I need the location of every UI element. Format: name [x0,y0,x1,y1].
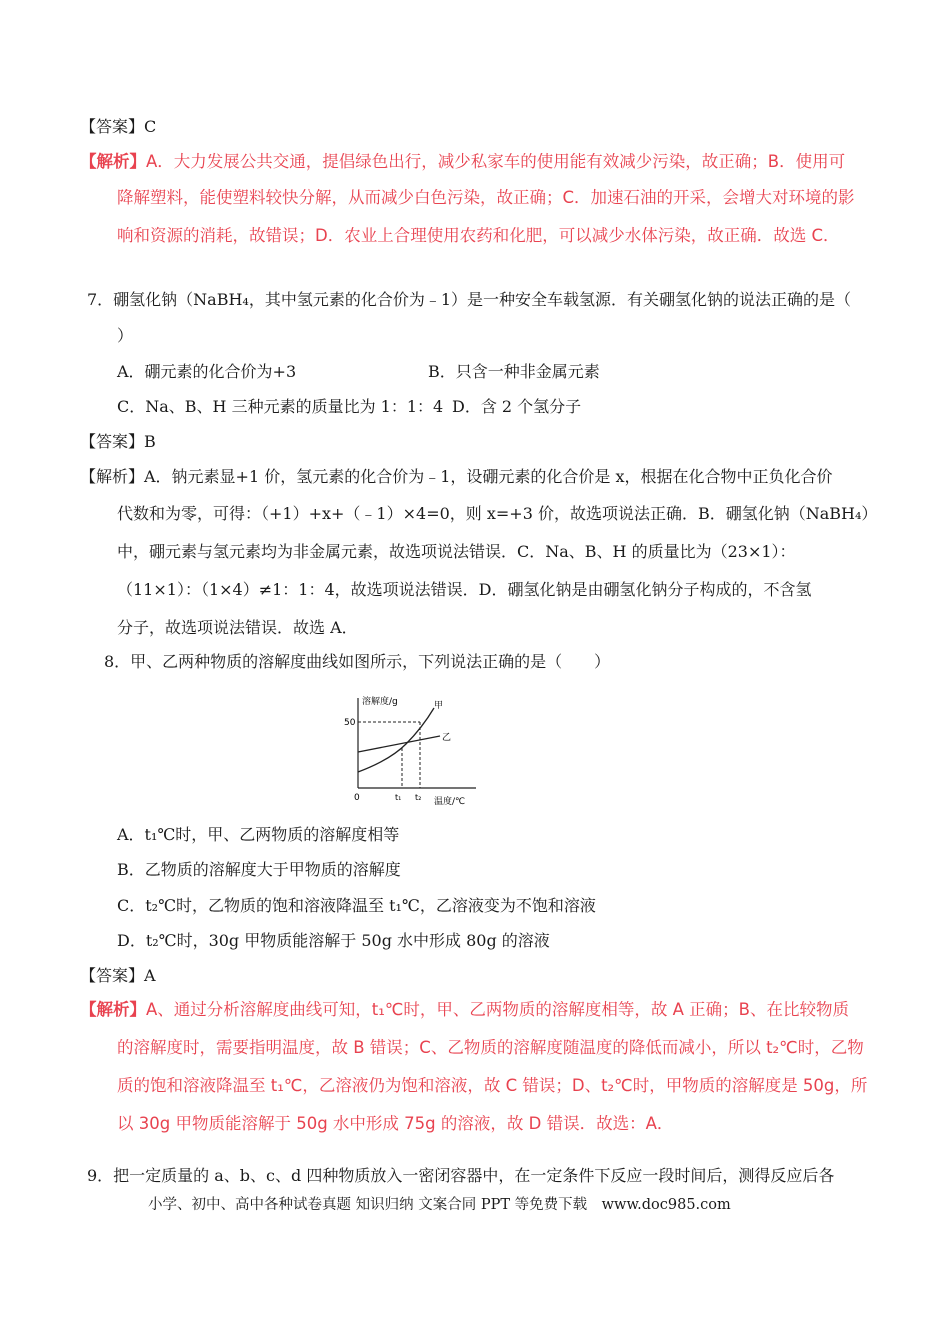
q9-stem: 9．把一定质量的 a、b、c、d 四种物质放入一密闭容器中，在一定条件下反应一段时间后，测得反应后各 [87,1166,835,1185]
q8-analysis-label: 【解析】 [80,1000,146,1019]
q7-analysis-line-4: （11×1）：（1×4）≠1：1：4，故选项说法错误．D．硼氢化钠是由硼氢化钠分子构成的，不含氢 [117,580,812,599]
q8-analysis-line-2: 的溶解度时，需要指明温度，故 B 错误；C、乙物质的溶解度随温度的降低而减小，所以 t₂℃时，乙物 [117,1038,864,1057]
q6-analysis-line-2: 降解塑料，能使塑料较快分解，从而减少白色污染，故正确；C．加速石油的开采，会增大对环境的影 [117,188,855,207]
q8-option-b: B．乙物质的溶解度大于甲物质的溶解度 [117,860,401,879]
q8-option-d: D．t₂℃时，30g 甲物质能溶解于 50g 水中形成 80g 的溶液 [117,931,550,950]
solubility-chart [330,690,480,810]
q7-stem-line-1: 7．硼氢化钠（NaBH₄，其中氢元素的化合价为﹣1）是一种安全车载氢源．有关硼氢化钠的说法正确的是（ [87,290,852,309]
origin-label: 0 [354,793,360,803]
q6-answer: 【答案】C [80,117,157,136]
q8-analysis-line-4: 以 30g 甲物质能溶解于 50g 水中形成 75g 的溶液，故 D 错误．故选：A． [117,1114,674,1133]
q7-analysis-line-5: 分子，故选项说法错误．故选 A． [117,618,358,637]
series-jia-label: 甲 [434,701,444,711]
q7-option-c: C．Na、B、H 三种元素的质量比为 1：1：4 [117,397,444,416]
x-axis-label: 温度/℃ [434,797,466,807]
q7-analysis-line-2: 代数和为零，可得：（+1）+x+（﹣1）×4=0，则 x=+3 价，故选项说法正确．B．硼氢化钠（NaBH₄） [117,504,878,523]
q8-analysis-line-3: 质的饱和溶液降温至 t₁℃，乙溶液仍为饱和溶液，故 C 错误；D、t₂℃时，甲物质的溶解度是 50g，所 [117,1076,868,1095]
q6-analysis-label: 【解析】 [80,152,146,171]
t1-tick: t₁ [395,793,402,802]
series-yi-label: 乙 [442,733,452,743]
q8-answer: 【答案】A [80,966,156,985]
page-footer: 小学、初中、高中各种试卷真题 知识归纳 文案合同 PPT 等免费下载 www.doc985.com [148,1197,731,1213]
q6-analysis-line-3: 响和资源的消耗，故错误；D．农业上合理使用农药和化肥，可以减少水体污染，故正确．故选 C． [117,226,840,245]
q8-option-a: A．t₁℃时，甲、乙两物质的溶解度相等 [117,825,400,844]
q7-analysis-line-1: 【解析】A．钠元素显+1 价，氢元素的化合价为﹣1，设硼元素的化合价是 x，根据在化合物中正负化合价 [80,467,833,486]
q7-analysis-line-3: 中，硼元素与氢元素均为非金属元素，故选项说法错误．C．Na、B、H 的质量比为（23×1）： [117,542,796,561]
t2-tick: t₂ [415,793,422,802]
q8-option-c: C．t₂℃时，乙物质的饱和溶液降温至 t₁℃，乙溶液变为不饱和溶液 [117,896,596,915]
q7-option-b: B．只含一种非金属元素 [428,362,600,381]
q7-answer: 【答案】B [80,432,156,451]
y-axis-label: 溶解度/g [362,697,398,707]
y-tick-50: 50 [344,718,356,728]
q8-analysis-line-1: 【解析】A、通过分析溶解度曲线可知，t₁℃时，甲、乙两物质的溶解度相等，故 A 正确；B、在比较物质 [80,1000,849,1019]
q7-option-d: D．含 2 个氢分子 [452,397,582,416]
q7-stem-line-2: ） [117,326,134,345]
q8-stem: 8．甲、乙两种物质的溶解度曲线如图所示，下列说法正确的是（ ） [104,652,611,671]
q7-option-a: A．硼元素的化合价为+3 [117,362,297,381]
q6-analysis-line-1: 【解析】A．大力发展公共交通，提倡绿色出行，减少私家车的使用能有效减少污染，故正确；B．使用可 [80,152,846,171]
